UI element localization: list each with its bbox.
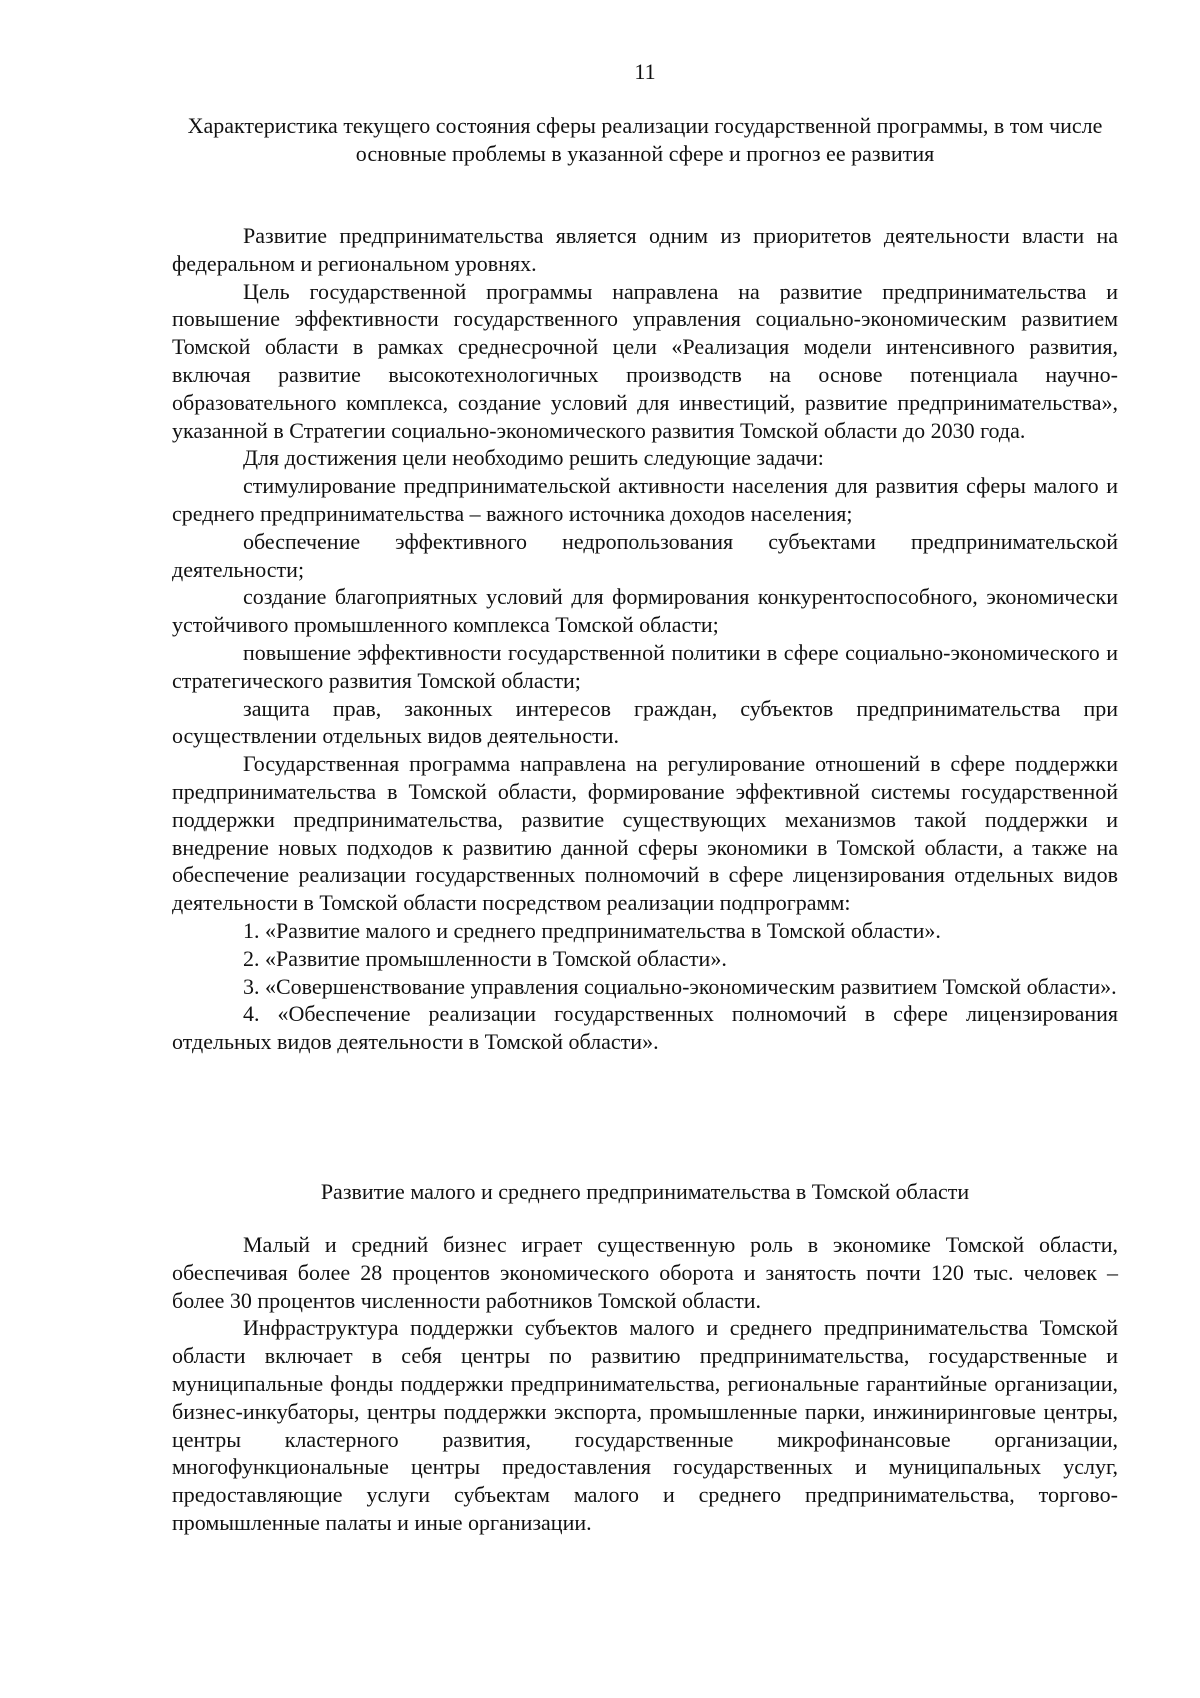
section-title: Развитие малого и среднего предпринимательства в Томской области bbox=[320, 1179, 970, 1204]
subprogram-item: 2. «Развитие промышленности в Томской области». bbox=[243, 945, 727, 971]
list-item: повышение эффективности государственной политики в сфере социально-экономического и стратегического развития Томской области; bbox=[172, 639, 1118, 693]
subprogram-item: 4. «Обеспечение реализации государственных полномочий в сфере лицензирования отдельных видов деятельности в Томской области». bbox=[172, 1001, 1118, 1055]
page-number: 11 bbox=[634, 59, 656, 84]
paragraph: Цель государственной программы направлена на развитие предпринимательства и повышение эффективности государственного управления социально-экономическим развитием Томской области в рамках среднесрочной цели «Реализация модели интенсивного развития, включая развитие высокотехнологичных производств на основе потенциала научно-образовательного комплекса, создание условий для инвестиций, развитие предпринимательства», указанной в Стратегии социально-экономического развития Томской области до 2030 года. bbox=[172, 278, 1118, 443]
paragraph: Инфраструктура поддержки субъектов малого и среднего предпринимательства Томской области включает в себя центры по развитию предпринимательства, государственные и муниципальные фонды поддержки предпринимательства, региональные гарантийные организации, бизнес-инкубаторы, центры поддержки экспорта, промышленные парки, инжиниринговые центры, центры кластерного развития, государственные микрофинансовые организации, многофункциональные центры предоставления государственных и муниципальных услуг, предоставляющие услуги субъектам малого и среднего предпринимательства, торгово-промышленные палаты и иные организации. bbox=[172, 1315, 1118, 1535]
list-item: стимулирование предпринимательской активности населения для развития сферы малого и среднего предпринимательства – важного источника доходов населения; bbox=[172, 473, 1118, 526]
list-item: создание благоприятных условий для формирования конкурентоспособного, экономически устойчивого промышленного комплекса Томской области; bbox=[172, 584, 1118, 638]
paragraph: Развитие предпринимательства является одним из приоритетов деятельности власти на федеральном и региональном уровнях. bbox=[172, 223, 1118, 276]
section-body bbox=[172, 1231, 1118, 1537]
section-body bbox=[172, 222, 1118, 1056]
subprogram-item: 1. «Развитие малого и среднего предпринимательства в Томской области». bbox=[243, 917, 941, 943]
list-item: обеспечение эффективного недропользования субъектами предпринимательской деятельности; bbox=[172, 528, 1118, 582]
subprogram-item: 3. «Совершенствование управления социально-экономическим развитием Томской области». bbox=[243, 973, 1117, 999]
paragraph: Для достижения цели необходимо решить следующие задачи: bbox=[243, 445, 824, 471]
section-title: Характеристика текущего состояния сферы реализации государственной программы, в том числе основные проблемы в указанной сфере и прогноз ее развития bbox=[187, 113, 1103, 166]
paragraph: Государственная программа направлена на регулирование отношений в сфере поддержки предпринимательства в Томской области, формирование эффективной системы государственной поддержки предпринимательства, развитие существующих механизмов такой поддержки и внедрение новых подходов к развитию данной сферы экономики в Томской области, а также на обеспечение реализации государственных полномочий в сфере лицензирования отдельных видов деятельности в Томской области посредством реализации подпрограмм: bbox=[172, 751, 1118, 916]
paragraph: Малый и средний бизнес играет существенную роль в экономике Томской области, обеспечивая более 28 процентов экономического оборота и занятость почти 120 тыс. человек – более 30 процентов численности работников Томской области. bbox=[172, 1232, 1118, 1313]
list-item: защита прав, законных интересов граждан, субъектов предпринимательства при осуществлении отдельных видов деятельности. bbox=[172, 695, 1118, 749]
